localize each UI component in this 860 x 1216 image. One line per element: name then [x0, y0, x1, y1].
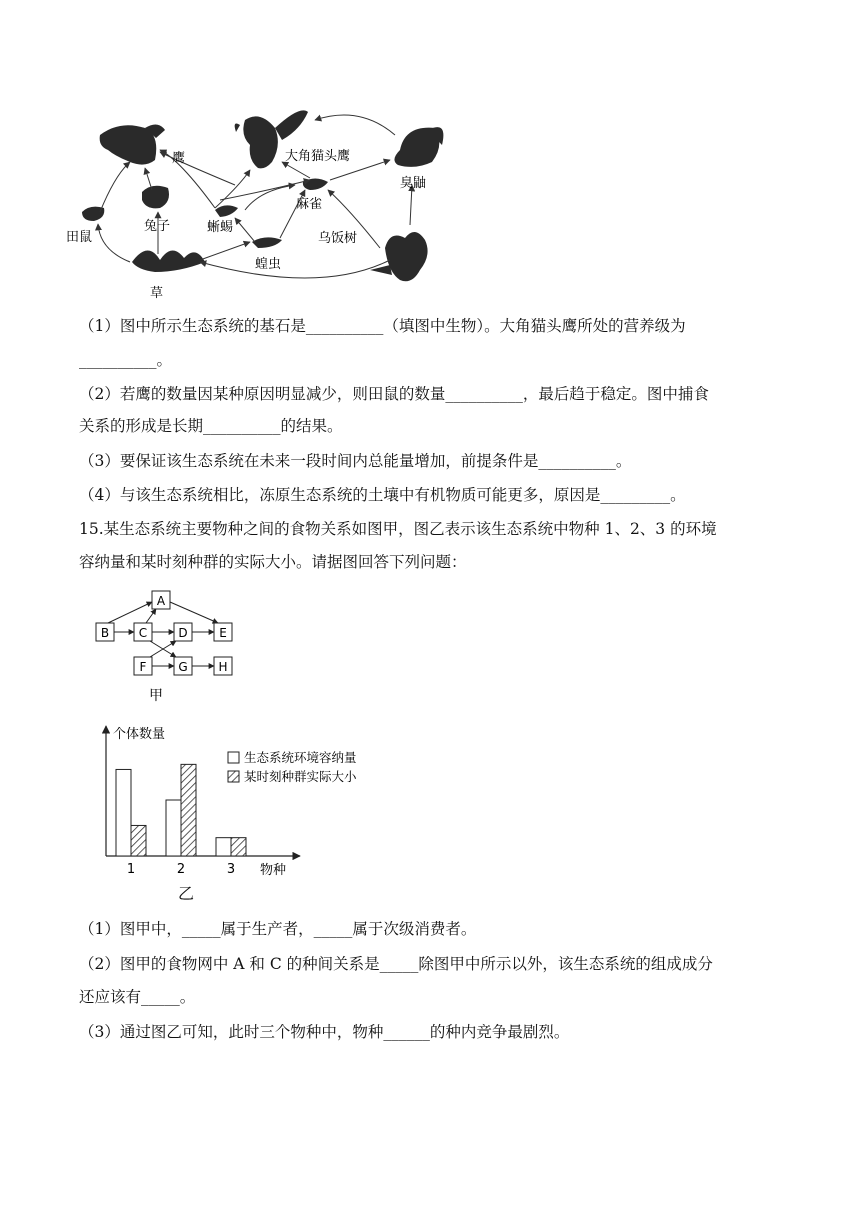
node-f: F: [139, 660, 147, 674]
q15-part2-line2: 还应该有_____。: [79, 988, 196, 1006]
y-axis-label: 个体数量: [113, 727, 166, 742]
label-sparrow: 麻雀: [296, 197, 323, 212]
x-axis-label: 物种: [260, 863, 287, 878]
sparrow-illustration: [303, 179, 328, 191]
q14-part1-line2: __________。: [79, 351, 173, 369]
hawk-illustration: [100, 124, 165, 164]
node-d: D: [178, 626, 188, 640]
tick-labels: [127, 862, 235, 877]
legend-swatch-capacity: [228, 752, 239, 763]
label-hawk: 鹰: [172, 151, 186, 166]
q15-part2-line1: （2）图甲的食物网中 A 和 C 的种间关系是_____除图甲中所示以外，该生态系统的组成成分: [79, 955, 713, 973]
lizard-illustration: [215, 205, 238, 217]
q14-part3: （3）要保证该生态系统在未来一段时间内总能量增加，前提条件是__________。: [79, 452, 632, 470]
bar-species-1-capacity: [116, 769, 131, 856]
tick-label-3: 3: [226, 862, 236, 877]
tick-label-2: 2: [176, 862, 186, 877]
tree-illustration: [370, 232, 428, 281]
node-h: H: [218, 660, 228, 674]
node-b: B: [100, 626, 110, 640]
legend-label-actual: 某时刻种群实际大小: [244, 769, 357, 784]
node-e: E: [219, 626, 227, 640]
bar-species-3-capacity: [216, 838, 231, 856]
label-tree: 乌饭树: [318, 231, 358, 246]
q14-part2-line2: 关系的形成是长期__________的结果。: [79, 417, 343, 435]
q15-part1: （1）图甲中，_____属于生产者，_____属于次级消费者。: [79, 920, 477, 938]
label-lizard: 蜥蜴: [207, 220, 234, 235]
chart-legend: [228, 750, 357, 784]
locust-illustration: [252, 237, 282, 248]
bar-species-1-actual: [131, 825, 146, 856]
skunk-illustration: [394, 127, 443, 167]
figure-jia-food-web: [88, 585, 248, 705]
bars-group: [116, 764, 246, 856]
q14-part4: （4）与该生态系统相比，冻原生态系统的土壤中有机物质可能更多，原因是_________。: [79, 486, 686, 504]
q15-intro-line1: 15.某生态系统主要物种之间的食物关系如图甲，图乙表示该生态系统中物种 1、2、3 的环境: [79, 520, 717, 538]
node-a: A: [156, 594, 166, 608]
q15-intro-line2: 容纳量和某时刻种群的实际大小。请据图回答下列问题：: [79, 553, 467, 571]
q15-part3: （3）通过图乙可知，此时三个物种中，物种______的种内竞争最剧烈。: [79, 1023, 570, 1041]
label-rabbit: 兔子: [144, 219, 171, 234]
node-g: G: [178, 660, 188, 674]
tick-label-1: 1: [126, 862, 136, 877]
bar-species-3-actual: [231, 838, 246, 856]
label-locust: 蝗虫: [255, 257, 282, 272]
bar-species-2-capacity: [166, 800, 181, 856]
label-grass: 草: [150, 286, 164, 301]
q14-part1-line1: （1）图中所示生态系统的基石是__________（填图中生物）。大角猫头鹰所处的营养级为: [79, 317, 686, 335]
food-web-figure: [60, 90, 460, 305]
grass-illustration: [132, 250, 205, 272]
figure-yi-bar-chart: [88, 720, 388, 880]
q14-part2-line1: （2）若鹰的数量因某种原因明显减少，则田鼠的数量__________，最后趋于稳定。图中捕食: [79, 385, 709, 403]
legend-label-capacity: 生态系统环境容纳量: [244, 750, 357, 765]
label-vole: 田鼠: [66, 230, 93, 245]
node-c: C: [138, 626, 148, 640]
legend-swatch-actual: [228, 771, 239, 782]
label-skunk: 臭鼬: [400, 176, 427, 191]
figure-jia-caption: 甲: [149, 688, 163, 704]
bar-species-2-actual: [181, 764, 196, 856]
label-owl: 大角猫头鹰: [285, 149, 351, 164]
figure-yi-caption: 乙: [178, 884, 195, 903]
rabbit-illustration: [142, 186, 169, 209]
